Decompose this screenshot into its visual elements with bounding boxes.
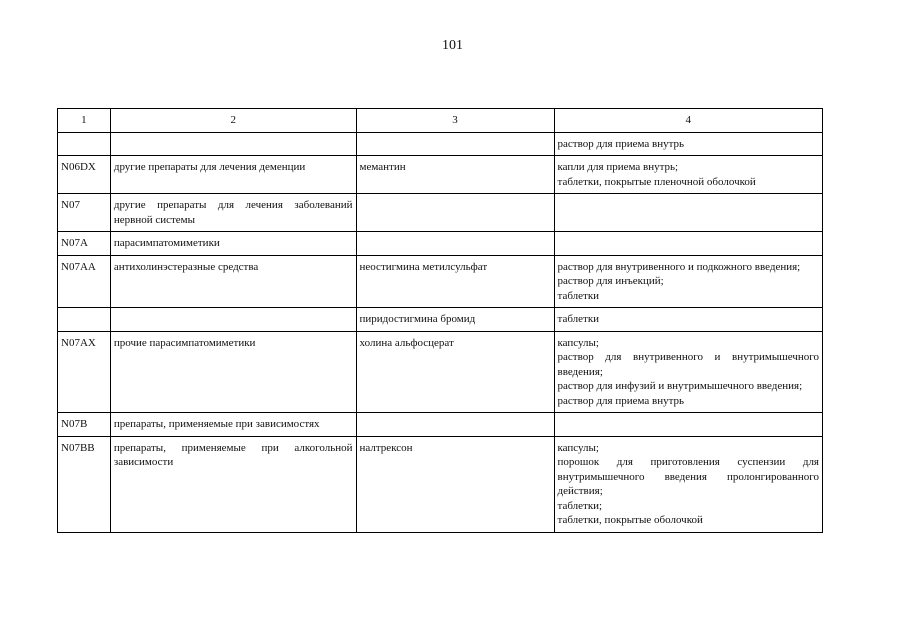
drug-name [356, 194, 554, 232]
atc-code: N07 [58, 194, 111, 232]
table-header-row [58, 109, 823, 133]
drug-name: неостигмина метилсульфат [356, 255, 554, 308]
dosage-forms: таблетки [554, 308, 823, 332]
drug-name: холина альфосцерат [356, 331, 554, 413]
atc-code: N07B [58, 413, 111, 437]
atc-code: N07A [58, 232, 111, 256]
header-col-2: 2 [110, 109, 356, 133]
drug-name: пиридостигмина бромид [356, 308, 554, 332]
group-name: другие препараты для лечения заболеваний нервной системы [110, 194, 356, 232]
header-col-1: 1 [58, 109, 111, 133]
table-row [58, 436, 823, 532]
dosage-forms [554, 232, 823, 256]
drug-name [356, 132, 554, 156]
dosage-forms [554, 194, 823, 232]
table-row [58, 194, 823, 232]
atc-code: N07BB [58, 436, 111, 532]
table-row [58, 255, 823, 308]
header-col-3: 3 [356, 109, 554, 133]
group-name: антихолинэстеразные средства [110, 255, 356, 308]
drug-name: мемантин [356, 156, 554, 194]
dosage-forms [554, 413, 823, 437]
group-name: парасимпатомиметики [110, 232, 356, 256]
atc-code: N06DX [58, 156, 111, 194]
table-row [58, 331, 823, 413]
drug-name [356, 232, 554, 256]
dosage-forms: раствор для приема внутрь [554, 132, 823, 156]
table-row [58, 232, 823, 256]
dosage-forms: капсулы; раствор для внутривенного и внутримышечного введения; раствор для инфузий и внутримышечного введения; раствор для приема внутрь [554, 331, 823, 413]
group-name: препараты, применяемые при зависимостях [110, 413, 356, 437]
atc-code: N07AA [58, 255, 111, 308]
drug-name [356, 413, 554, 437]
page-number: 101 [442, 38, 463, 53]
dosage-forms: капли для приема внутрь; таблетки, покрытые пленочной оболочкой [554, 156, 823, 194]
atc-code: N07AX [58, 331, 111, 413]
atc-code [58, 308, 111, 332]
group-name [110, 132, 356, 156]
dosage-forms: капсулы; порошок для приготовления суспензии для внутримышечного введения пролонгированного действия; таблетки; таблетки, покрытые оболочкой [554, 436, 823, 532]
group-name: препараты, применяемые при алкогольной зависимости [110, 436, 356, 532]
group-name: прочие парасимпатомиметики [110, 331, 356, 413]
table-row [58, 132, 823, 156]
group-name [110, 308, 356, 332]
table-row [58, 413, 823, 437]
table-row [58, 308, 823, 332]
table-row [58, 156, 823, 194]
group-name: другие препараты для лечения деменции [110, 156, 356, 194]
drug-name: налтрексон [356, 436, 554, 532]
atc-code [58, 132, 111, 156]
drug-table [57, 108, 823, 533]
header-col-4: 4 [554, 109, 823, 133]
dosage-forms: раствор для внутривенного и подкожного введения; раствор для инъекций; таблетки [554, 255, 823, 308]
